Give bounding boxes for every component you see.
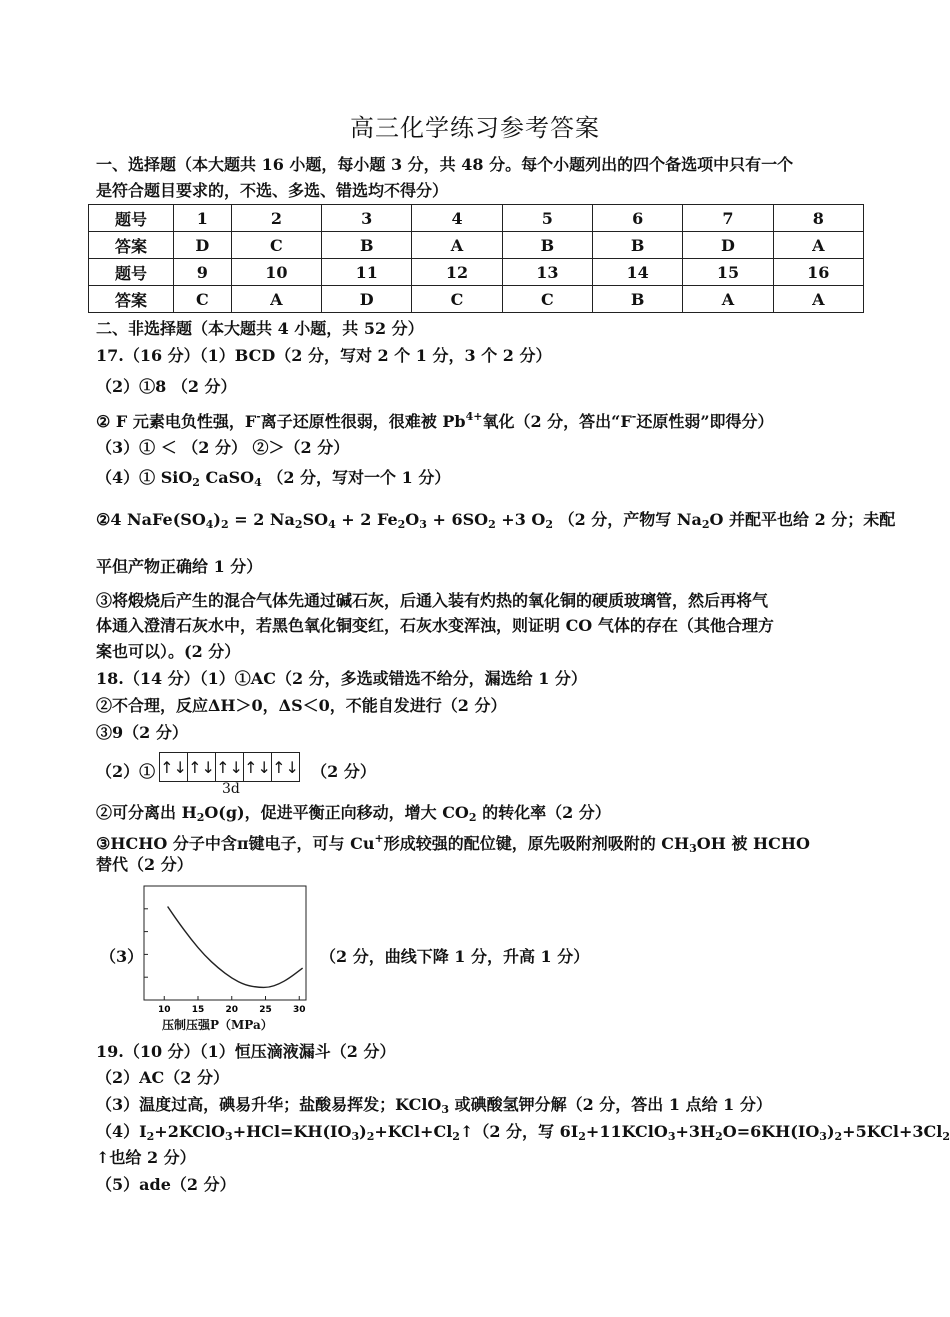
table-cell: C bbox=[231, 232, 321, 259]
table-row bbox=[89, 259, 864, 286]
table-cell: 5 bbox=[502, 205, 592, 232]
section2-heading: 二、非选择题（本大题共 4 小题，共 52 分） bbox=[96, 319, 424, 338]
q19-line2: （2）AC（2 分） bbox=[96, 1068, 229, 1087]
q18-line3: ③9（2 分） bbox=[96, 723, 188, 742]
table-cell: A bbox=[683, 286, 773, 313]
section1-heading-line2: 是符合题目要求的，不选、多选、错选均不得分） bbox=[96, 181, 449, 200]
q18-line7: 替代（2 分） bbox=[96, 855, 193, 874]
q17-line7: 平但产物正确给 1 分） bbox=[96, 557, 263, 576]
q18-part3-label: （3） bbox=[100, 947, 144, 966]
table-cell: C bbox=[502, 286, 592, 313]
pressure-curve-chart bbox=[140, 882, 312, 1018]
q18-part3-scoring: （2 分，曲线下降 1 分，升高 1 分） bbox=[320, 947, 590, 966]
q17-line9: 体通入澄清石灰水中，若黑色氧化铜变红，石灰水变浑浊，则证明 CO 气体的存在（其他合理方 bbox=[96, 616, 774, 635]
table-cell: C bbox=[412, 286, 502, 313]
table-cell: 15 bbox=[683, 259, 773, 286]
table-cell: A bbox=[412, 232, 502, 259]
q19-line3: （3）温度过高，碘易升华；盐酸易挥发；KClO$_3$ 或碘酸氢钾分解（2 分，答出 1 点给 1 分） bbox=[96, 1095, 772, 1116]
x-tick-label: 10 bbox=[157, 1005, 171, 1015]
q17-line2: （2）①8 （2 分） bbox=[96, 377, 237, 396]
table-cell: 13 bbox=[502, 259, 592, 286]
orbital-box: ↑↓ bbox=[244, 753, 272, 781]
q19-line1: 19.（10 分）（1）恒压滴液漏斗（2 分） bbox=[96, 1042, 396, 1061]
table-cell: A bbox=[773, 232, 863, 259]
x-tick-label: 30 bbox=[292, 1005, 306, 1015]
table-cell: A bbox=[773, 286, 863, 313]
table-cell: 12 bbox=[412, 259, 502, 286]
table-cell: D bbox=[322, 286, 412, 313]
orbital-box: ↑↓ bbox=[216, 753, 244, 781]
answer-table bbox=[88, 204, 864, 313]
table-cell: D bbox=[683, 232, 773, 259]
table-row bbox=[89, 286, 864, 313]
q19-line5: ↑也给 2 分） bbox=[96, 1148, 196, 1167]
q18-line4: （2）① （2 分） bbox=[96, 762, 376, 781]
q18-line5: ②可分离出 $H_2O(g)$，促进平衡正向移动，增大 $CO_2$ 的转化率（2 分） bbox=[96, 803, 611, 824]
table-cell: 1 bbox=[174, 205, 232, 232]
orbital-label: 3d bbox=[222, 781, 240, 797]
q18-line1: 18.（14 分）（1）①AC（2 分，多选或错选不给分，漏选给 1 分） bbox=[96, 669, 587, 688]
q18-line6: ③HCHO 分子中含π键电子，可与 Cu+形成较强的配位键，原先吸附剂吸附的 $CH_3OH$ 被 HCHO bbox=[96, 832, 810, 855]
table-row-label: 题号 bbox=[89, 205, 174, 232]
page-title: 高三化学练习参考答案 bbox=[350, 114, 600, 142]
table-cell: 4 bbox=[412, 205, 502, 232]
x-tick-label: 20 bbox=[225, 1005, 239, 1015]
table-cell: 7 bbox=[683, 205, 773, 232]
table-cell: 9 bbox=[174, 259, 232, 286]
x-tick-label: 25 bbox=[259, 1005, 272, 1015]
q17-line3: ② F 元素电负性强，F-离子还原性很弱，很难被 $Pb^{4+}$氧化（2 分，答出“F-还原性弱”即得分） bbox=[96, 410, 774, 431]
table-cell: 16 bbox=[773, 259, 863, 286]
x-tick-label: 15 bbox=[191, 1005, 205, 1015]
q18-line2: ②不合理，反应ΔH＞0，ΔS＜0，不能自发进行（2 分） bbox=[96, 696, 507, 715]
chart-xlabel: 压制压强P（MPa） bbox=[162, 1018, 273, 1032]
table-cell: 10 bbox=[231, 259, 321, 286]
table-cell: B bbox=[592, 286, 682, 313]
table-row bbox=[89, 232, 864, 259]
table-row-label: 答案 bbox=[89, 286, 174, 313]
table-cell: D bbox=[174, 232, 232, 259]
table-cell: C bbox=[174, 286, 232, 313]
table-cell: B bbox=[592, 232, 682, 259]
q17-line1: 17.（16 分）（1）BCD（2 分，写对 2 个 1 分，3 个 2 分） bbox=[96, 346, 552, 365]
section1-heading-line1: 一、选择题（本大题共 16 小题，每小题 3 分，共 48 分。每个小题列出的四个备选项中只有一个 bbox=[96, 155, 794, 174]
q17-line4: （3）① ＜ （2 分） ②＞（2 分） bbox=[96, 438, 350, 457]
3d-orbital-diagram bbox=[159, 752, 300, 782]
table-cell: 14 bbox=[592, 259, 682, 286]
table-cell: 3 bbox=[322, 205, 412, 232]
table-row-label: 答案 bbox=[89, 232, 174, 259]
q19-line6: （5）ade（2 分） bbox=[96, 1175, 236, 1194]
q17-line6-equation: ②4 $NaFe(SO_4)_2 = 2$ $Na_2SO_4 + 2$ $Fe_2O_3 + 6SO_2 +3$ $O_2$ （2 分，产物写 $Na_2O$ 并配平也给 2 分；未配 bbox=[96, 510, 896, 531]
chart-series-line bbox=[168, 907, 303, 988]
table-cell: 11 bbox=[322, 259, 412, 286]
q17-line8: ③将煅烧后产生的混合气体先通过碱石灰，后通入装有灼热的氧化铜的硬质玻璃管，然后再将气 bbox=[96, 591, 769, 610]
orbital-box: ↑↓ bbox=[272, 757, 299, 777]
table-cell: B bbox=[322, 232, 412, 259]
table-cell: 8 bbox=[773, 205, 863, 232]
q17-line10: 案也可以）。(2 分） bbox=[96, 642, 241, 661]
orbital-box: ↑↓ bbox=[160, 753, 188, 781]
table-cell: 2 bbox=[231, 205, 321, 232]
orbital-box: ↑↓ bbox=[188, 753, 216, 781]
table-cell: A bbox=[231, 286, 321, 313]
table-row bbox=[89, 205, 864, 232]
table-cell: 6 bbox=[592, 205, 682, 232]
q19-line4: $(4)I_2+2KClO_3+HCl=KH(IO_3)_2+KCl+Cl_2↑(2$ 分，写 $6I_2+11KClO_3+3H_2O=6KH(IO_3)_2+5KCl+3Cl_2$ bbox=[96, 1122, 950, 1143]
table-cell: B bbox=[502, 232, 592, 259]
q17-line5: （4）① SiO$_2$ CaSO$_4$ （2 分，写对一个 1 分） bbox=[96, 468, 451, 489]
table-row-label: 题号 bbox=[89, 259, 174, 286]
